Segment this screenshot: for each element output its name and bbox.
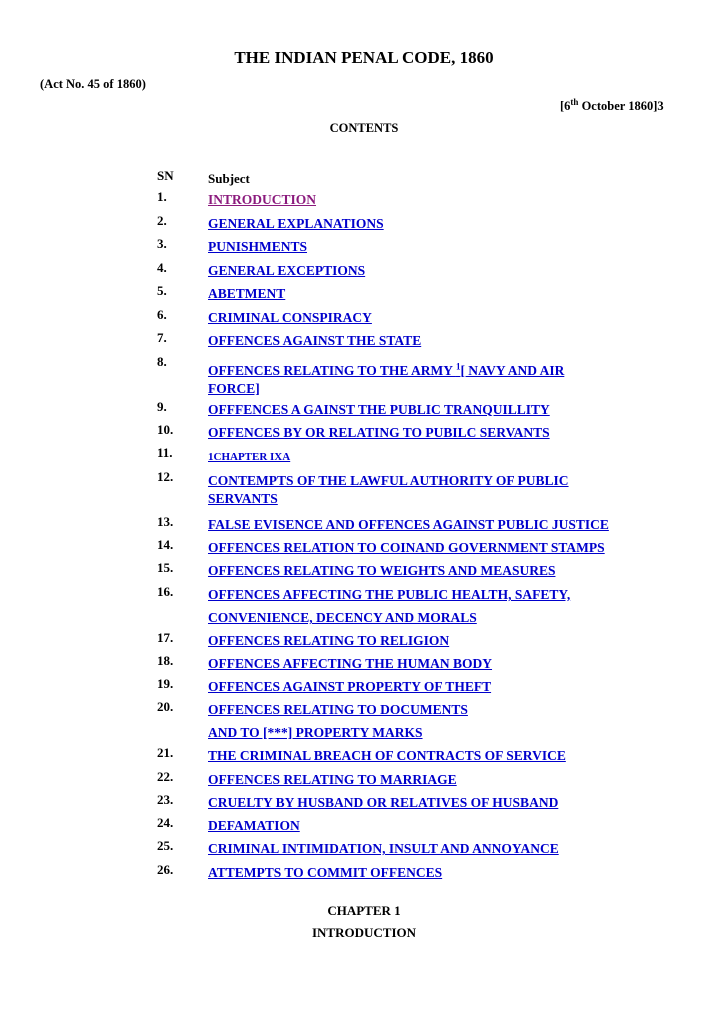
toc-row-subject: [208, 698, 468, 744]
toc-link[interactable]: [208, 363, 564, 396]
toc-link[interactable]: [208, 587, 570, 625]
toc-link[interactable]: [208, 192, 316, 207]
toc-link-text: INTRODUCTION: [208, 192, 317, 207]
toc-link[interactable]: [208, 239, 307, 254]
toc-link-superscript: 1: [455, 361, 461, 371]
toc-row-subject: [208, 424, 550, 442]
toc-row-number: 19.: [157, 676, 174, 691]
toc-link[interactable]: [208, 656, 492, 671]
toc-link-text-line2: SERVANTS: [208, 491, 278, 506]
toc-row-subject: [208, 539, 605, 557]
toc-link[interactable]: [208, 865, 442, 880]
toc-link-text: OFFENCES AFFECTING THE PUBLIC HEALTH, SAFETY,: [208, 587, 571, 602]
toc-link-text-line2: FORCE]: [208, 380, 260, 396]
toc-link-text: OFFENCES BY OR RELATING TO PUBILC SERVANTS: [208, 425, 550, 440]
toc-row-number: 12.: [157, 469, 174, 484]
toc-row-number: 13.: [157, 514, 174, 529]
toc-row-number: 2.: [157, 213, 167, 228]
toc-link-text: OFFFENCES A GAINST THE PUBLIC TRANQUILLITY: [208, 402, 550, 417]
toc-link-text: OFFENCES RELATING TO RELIGION: [208, 633, 450, 648]
sn-column-header: SN: [157, 168, 174, 183]
toc-link[interactable]: [208, 795, 558, 810]
toc-link-text: FALSE EVISENCE AND OFFENCES AGAINST PUBLIC JUSTICE: [208, 517, 609, 532]
toc-link-text: ABETMENT: [208, 286, 286, 301]
toc-link[interactable]: [208, 563, 555, 578]
toc-link-text: GENERAL EXPLANATIONS: [208, 216, 384, 231]
toc-row-subject: [208, 632, 449, 650]
toc-row-subject: [208, 447, 290, 466]
toc-row-subject: [208, 191, 316, 209]
toc-row-number: 3.: [157, 236, 167, 251]
toc-link[interactable]: [208, 402, 550, 417]
toc-link-text: 1CHAPTER IXA: [208, 451, 291, 463]
toc-link-text: PUNISHMENTS: [208, 239, 308, 254]
toc-row-subject: [208, 262, 365, 280]
toc-row-subject: [208, 583, 570, 629]
toc-link-text: OFFENCES RELATING TO MARRIAGE: [208, 772, 457, 787]
toc-row-number: 8.: [157, 354, 167, 369]
toc-row-subject: [208, 817, 300, 835]
toc-row-subject: [208, 401, 550, 419]
toc-link[interactable]: [208, 310, 372, 325]
toc-row-number: 5.: [157, 283, 167, 298]
toc-row-subject: [208, 771, 457, 789]
toc-row-number: 9.: [157, 399, 167, 414]
enactment-date: [560, 97, 664, 114]
toc-link[interactable]: [208, 772, 457, 787]
toc-row-number: 23.: [157, 792, 174, 807]
subject-column-header: Subject: [208, 171, 250, 186]
toc-row-number: 4.: [157, 260, 167, 275]
toc-link-text: THE CRIMINAL BREACH OF CONTRACTS OF SERVICE: [208, 748, 566, 763]
toc-link-text-line2: AND TO [***] PROPERTY MARKS: [208, 725, 423, 740]
toc-row-number: 16.: [157, 584, 174, 599]
toc-link-text: CRUELTY BY HUSBAND OR RELATIVES OF HUSBAND: [208, 795, 559, 810]
toc-link[interactable]: [208, 263, 365, 278]
toc-row-number: 10.: [157, 422, 174, 437]
toc-row-subject: [208, 238, 307, 256]
date-superscript: th: [570, 97, 579, 107]
toc-link-text: OFFENCES RELATING TO WEIGHTS AND MEASURES: [208, 563, 556, 578]
toc-link[interactable]: [208, 425, 550, 440]
toc-row-number: 21.: [157, 745, 174, 760]
toc-link[interactable]: [208, 473, 569, 506]
toc-link-text: OFFENCES RELATING TO DOCUMENTS: [208, 702, 468, 717]
toc-row-subject: [208, 864, 442, 882]
toc-link[interactable]: [208, 702, 468, 740]
toc-row-subject: [208, 794, 558, 812]
toc-row-subject: [208, 516, 609, 534]
toc-row-number: 25.: [157, 838, 174, 853]
toc-link[interactable]: [208, 841, 559, 856]
toc-link-text-line2: CONVENIENCE, DECENCY AND MORALS: [208, 610, 477, 625]
toc-link-text: OFFENCES AGAINST THE STATE: [208, 333, 422, 348]
toc-link[interactable]: [208, 633, 449, 648]
chapter-title: INTRODUCTION: [311, 925, 416, 940]
toc-row-subject: [208, 309, 372, 327]
toc-row-subject: [208, 678, 491, 696]
toc-row-number: 11.: [157, 445, 173, 460]
toc-link[interactable]: [208, 286, 285, 301]
toc-row-subject: [208, 747, 566, 765]
toc-row-subject: [208, 285, 285, 303]
toc-row-number: 20.: [157, 699, 174, 714]
toc-link-text: DEFAMATION: [208, 818, 300, 833]
toc-row-number: 14.: [157, 537, 174, 552]
toc-link-text: OFFENCES AFFECTING THE HUMAN BODY: [208, 656, 493, 671]
chapter-heading: CHAPTER 1: [327, 903, 401, 918]
toc-link-text: OFFENCES RELATION TO COINAND GOVERNMENT STAMPS: [208, 540, 605, 555]
toc-row-number: 15.: [157, 560, 174, 575]
toc-row-number: 26.: [157, 862, 174, 877]
toc-link[interactable]: [208, 333, 421, 348]
toc-link-text: OFFENCES AGAINST PROPERTY OF THEFT: [208, 679, 492, 694]
toc-row-subject: [208, 215, 384, 233]
toc-link[interactable]: [208, 540, 605, 555]
toc-link[interactable]: [208, 216, 384, 231]
toc-row-number: 1.: [157, 189, 167, 204]
toc-link[interactable]: [208, 818, 300, 833]
toc-row-subject: [208, 562, 555, 580]
date-suffix: October 1860]3: [578, 99, 664, 114]
toc-row-number: 22.: [157, 769, 174, 784]
toc-row-number: 7.: [157, 330, 167, 345]
toc-row-subject: [208, 840, 559, 858]
act-number: (Act No. 45 of 1860): [40, 77, 146, 91]
document-title: THE INDIAN PENAL CODE, 1860: [234, 48, 494, 67]
toc-link-text-cont: [ NAVY AND AIR: [460, 362, 565, 378]
toc-row-subject: [208, 332, 421, 350]
toc-link[interactable]: [208, 451, 290, 463]
toc-row-number: 24.: [157, 815, 174, 830]
contents-heading: CONTENTS: [329, 121, 399, 135]
toc-row-number: 17.: [157, 630, 174, 645]
toc-link[interactable]: [208, 679, 491, 694]
toc-link-text: ATTEMPTS TO COMMIT OFFENCES: [208, 865, 443, 880]
toc-row-subject: [208, 357, 564, 398]
toc-link[interactable]: [208, 517, 609, 532]
date-prefix: [6: [560, 99, 571, 114]
toc-row-number: 6.: [157, 307, 167, 322]
toc-link-text: GENERAL EXCEPTIONS: [208, 263, 366, 278]
toc-row-subject: [208, 655, 492, 673]
toc-link[interactable]: [208, 748, 566, 763]
toc-link-text: OFFENCES RELATING TO THE ARMY: [208, 362, 456, 378]
toc-link-text: CRIMINAL CONSPIRACY: [208, 310, 372, 325]
toc-link-text: CONTEMPTS OF THE LAWFUL AUTHORITY OF PUBLIC: [208, 473, 569, 488]
toc-row-subject: [208, 472, 569, 508]
toc-link-text: CRIMINAL INTIMIDATION, INSULT AND ANNOYANCE: [208, 841, 559, 856]
toc-row-number: 18.: [157, 653, 174, 668]
